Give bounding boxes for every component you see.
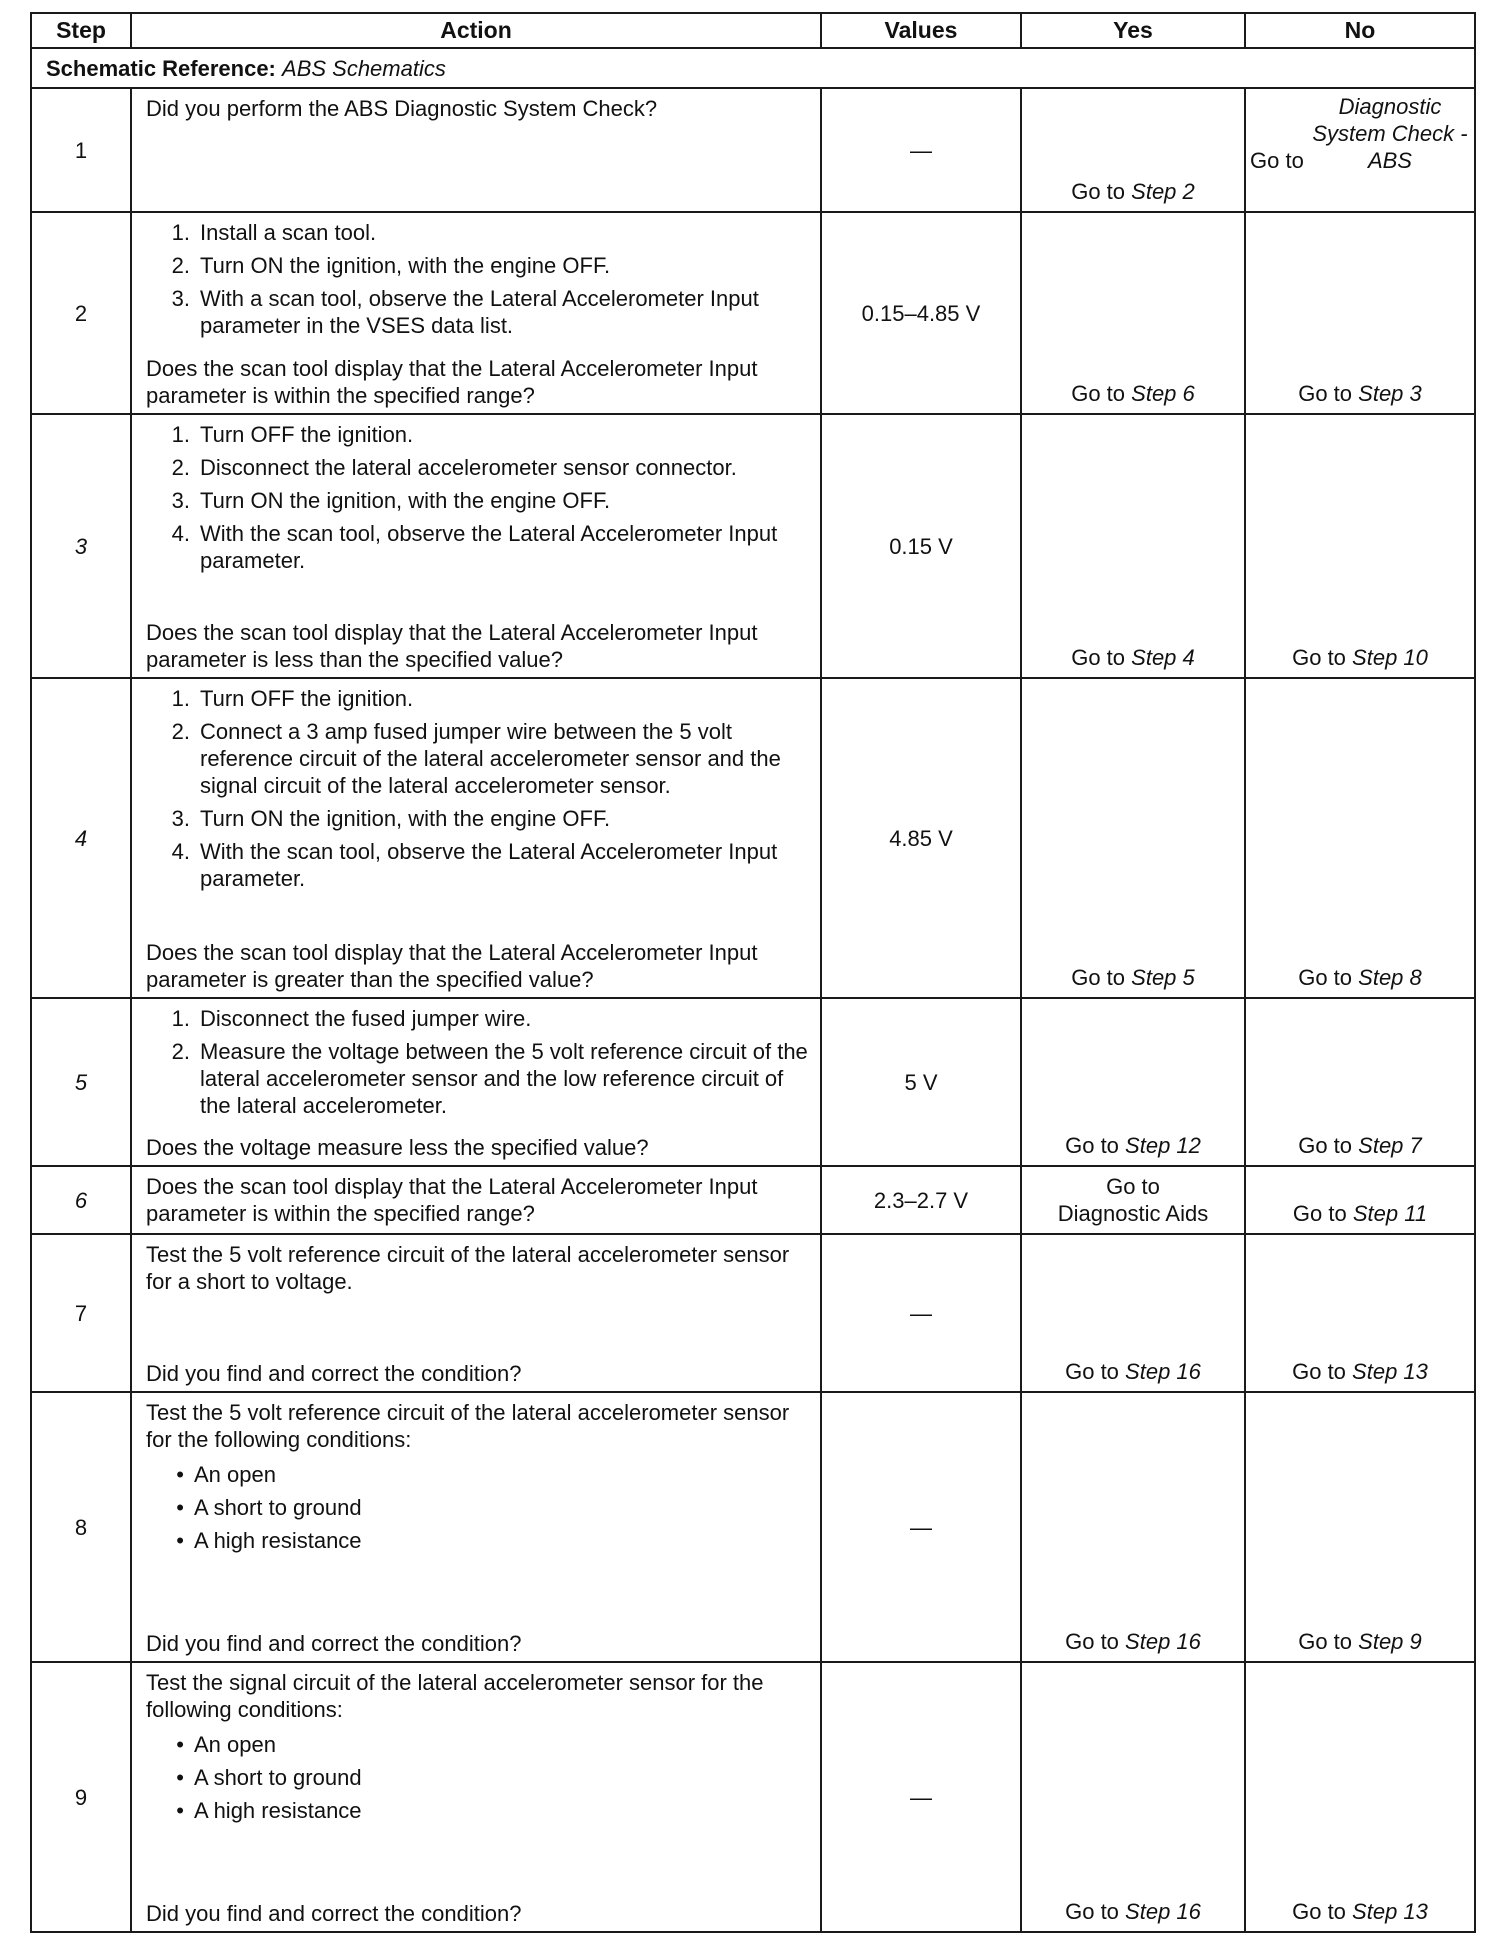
no-cell xyxy=(1245,1662,1475,1932)
no-prefix: Go to xyxy=(1298,1133,1353,1158)
yes-cell xyxy=(1021,1234,1245,1392)
yes-cell xyxy=(1021,1166,1245,1234)
no-link[interactable]: Step 7 xyxy=(1358,1133,1422,1158)
no-link[interactable]: Step 9 xyxy=(1358,1629,1422,1654)
step-action xyxy=(131,678,821,998)
step-value: 0.15–4.85 V xyxy=(821,212,1021,414)
no-prefix: Go to xyxy=(1292,1201,1347,1226)
procedure-list xyxy=(146,685,810,898)
header-row xyxy=(31,13,1475,48)
step-row-7 xyxy=(31,1234,1475,1392)
step-value: — xyxy=(821,1662,1021,1932)
procedure-item: 1. Turn OFF the ignition. xyxy=(171,686,414,711)
step-row-2 xyxy=(31,212,1475,414)
yes-cell xyxy=(1021,1392,1245,1662)
yes-prefix: Go to xyxy=(1065,1133,1119,1158)
step-value: 5 V xyxy=(821,998,1021,1166)
no-prefix: Go to xyxy=(1298,965,1353,990)
yes-link[interactable]: Step 16 xyxy=(1125,1629,1201,1654)
step-number: 5 xyxy=(31,998,131,1166)
no-link[interactable]: Step 8 xyxy=(1358,965,1422,990)
step-instruction: Test the 5 volt reference circuit of the lateral accelerometer sensor for the following conditions: xyxy=(146,1400,790,1452)
no-link[interactable]: Step 11 xyxy=(1352,1201,1428,1226)
procedure-item: 1. Turn OFF the ignition. xyxy=(171,422,414,447)
yes-cell xyxy=(1021,678,1245,998)
step-action xyxy=(131,88,821,212)
step-number: 4 xyxy=(31,678,131,998)
step-action xyxy=(131,414,821,678)
yes-prefix: Go to xyxy=(1065,1629,1119,1654)
yes-prefix: Go to xyxy=(1065,1899,1119,1924)
schematic-reference-row xyxy=(31,48,1475,88)
no-prefix: Go to xyxy=(1292,1899,1346,1924)
step-number: 1 xyxy=(31,88,131,212)
no-cell xyxy=(1245,88,1475,212)
yes-cell xyxy=(1021,212,1245,414)
yes-cell xyxy=(1021,414,1245,678)
no-link[interactable]: Diagnostic System Check - ABS xyxy=(1312,94,1468,173)
no-prefix: Go to xyxy=(1250,148,1304,173)
yes-cell xyxy=(1021,1662,1245,1932)
no-cell xyxy=(1245,678,1475,998)
yes-link[interactable]: Step 12 xyxy=(1125,1133,1201,1158)
step-action xyxy=(131,212,821,414)
procedure-list xyxy=(146,421,810,580)
step-number: 9 xyxy=(31,1662,131,1932)
yes-link[interactable]: Step 2 xyxy=(1131,179,1195,204)
condition-list xyxy=(146,1731,810,1830)
no-prefix: Go to xyxy=(1292,1359,1346,1384)
procedure-item: 1. Install a scan tool. xyxy=(171,220,377,245)
step-value: 4.85 V xyxy=(821,678,1021,998)
schematic-reference xyxy=(31,48,1475,88)
step-question: Does the scan tool display that the Lateral Accelerometer Input parameter is within the specified range? xyxy=(146,1174,758,1226)
procedure-item: 4. With the scan tool, observe the Lateral Accelerometer Input parameter. xyxy=(171,521,778,573)
yes-prefix: Go to xyxy=(1106,1174,1160,1199)
step-value: — xyxy=(821,1392,1021,1662)
yes-link[interactable]: Step 4 xyxy=(1131,645,1195,670)
no-cell xyxy=(1245,1166,1475,1234)
step-question: Does the scan tool display that the Lateral Accelerometer Input parameter is less than the specified value? xyxy=(146,620,758,672)
step-action xyxy=(131,1166,821,1234)
schematic-link[interactable]: ABS Schematics xyxy=(282,55,446,81)
step-question: Did you find and correct the condition? xyxy=(146,1361,522,1386)
step-value: — xyxy=(821,1234,1021,1392)
yes-prefix: Go to xyxy=(1071,381,1126,406)
header-step: Step xyxy=(31,13,131,48)
step-action xyxy=(131,1662,821,1932)
header-action: Action xyxy=(131,13,821,48)
step-value: 0.15 V xyxy=(821,414,1021,678)
condition-item: • A high resistance xyxy=(176,1798,362,1823)
step-row-6 xyxy=(31,1166,1475,1234)
no-link[interactable]: Step 13 xyxy=(1352,1359,1428,1384)
no-cell xyxy=(1245,212,1475,414)
step-row-3 xyxy=(31,414,1475,678)
yes-prefix: Go to xyxy=(1071,179,1126,204)
step-number: 2 xyxy=(31,212,131,414)
yes-cell xyxy=(1021,88,1245,212)
step-question: Does the scan tool display that the Lateral Accelerometer Input parameter is greater than the specified value? xyxy=(146,940,758,992)
no-prefix: Go to xyxy=(1292,645,1346,670)
step-question: Did you find and correct the condition? xyxy=(146,1631,522,1656)
no-cell xyxy=(1245,1234,1475,1392)
yes-link[interactable]: Diagnostic Aids xyxy=(1057,1201,1209,1226)
yes-link[interactable]: Step 6 xyxy=(1131,381,1195,406)
yes-prefix: Go to xyxy=(1065,1359,1119,1384)
step-action xyxy=(131,1234,821,1392)
yes-link[interactable]: Step 16 xyxy=(1125,1359,1201,1384)
procedure-item: 2. Measure the voltage between the 5 volt reference circuit of the lateral accelerometer sensor and the low reference circuit of the lateral accelerometer. xyxy=(171,1039,808,1118)
step-question: Did you perform the ABS Diagnostic System Check? xyxy=(146,96,658,121)
procedure-item: 3. Turn ON the ignition, with the engine OFF. xyxy=(171,806,611,831)
step-instruction: Test the signal circuit of the lateral accelerometer sensor for the following conditions: xyxy=(146,1670,764,1722)
header-yes: Yes xyxy=(1021,13,1245,48)
yes-link[interactable]: Step 16 xyxy=(1125,1899,1201,1924)
step-value: — xyxy=(821,88,1021,212)
step-question: Does the voltage measure less the specified value? xyxy=(146,1135,649,1160)
step-row-1 xyxy=(31,88,1475,212)
step-row-8 xyxy=(31,1392,1475,1662)
procedure-item: 3. With a scan tool, observe the Lateral Accelerometer Input parameter in the VSES data list. xyxy=(171,286,759,338)
condition-list xyxy=(146,1461,810,1560)
procedure-item: 4. With the scan tool, observe the Lateral Accelerometer Input parameter. xyxy=(171,839,778,891)
yes-cell xyxy=(1021,998,1245,1166)
step-number: 3 xyxy=(31,414,131,678)
procedure-item: 3. Turn ON the ignition, with the engine OFF. xyxy=(171,488,611,513)
no-link[interactable]: Step 3 xyxy=(1358,381,1422,406)
diagnostic-page xyxy=(30,12,1474,1926)
no-cell xyxy=(1245,998,1475,1166)
step-question: Does the scan tool display that the Lateral Accelerometer Input parameter is within the specified range? xyxy=(146,356,758,408)
procedure-list xyxy=(146,1005,810,1125)
no-cell xyxy=(1245,414,1475,678)
procedure-item: 2. Disconnect the lateral accelerometer sensor connector. xyxy=(171,455,737,480)
procedure-item: 2. Connect a 3 amp fused jumper wire between the 5 volt reference circuit of the lateral accelerometer sensor and the signal circuit of the lateral accelerometer sensor. xyxy=(171,719,781,798)
yes-prefix: Go to xyxy=(1071,645,1126,670)
no-link[interactable]: Step 10 xyxy=(1352,645,1428,670)
header-values: Values xyxy=(821,13,1021,48)
step-number: 7 xyxy=(31,1234,131,1392)
diagnostic-table xyxy=(30,12,1476,1933)
step-action xyxy=(131,1392,821,1662)
step-row-4 xyxy=(31,678,1475,998)
no-link[interactable]: Step 13 xyxy=(1352,1899,1428,1924)
step-value: 2.3–2.7 V xyxy=(821,1166,1021,1234)
yes-prefix: Go to xyxy=(1071,965,1126,990)
procedure-list xyxy=(146,219,810,345)
no-prefix: Go to xyxy=(1298,381,1353,406)
condition-item: • An open xyxy=(176,1732,276,1757)
condition-item: • An open xyxy=(176,1462,276,1487)
step-question: Did you find and correct the condition? xyxy=(146,1901,522,1926)
no-cell xyxy=(1245,1392,1475,1662)
condition-item: • A short to ground xyxy=(176,1765,362,1790)
step-action xyxy=(131,998,821,1166)
condition-item: • A short to ground xyxy=(176,1495,362,1520)
schematic-label: Schematic Reference: xyxy=(46,55,276,81)
condition-item: • A high resistance xyxy=(176,1528,362,1553)
step-number: 8 xyxy=(31,1392,131,1662)
procedure-item: 2. Turn ON the ignition, with the engine OFF. xyxy=(171,253,611,278)
header-no: No xyxy=(1245,13,1475,48)
step-instruction: Test the 5 volt reference circuit of the lateral accelerometer sensor for a short to voltage. xyxy=(146,1242,790,1294)
yes-link[interactable]: Step 5 xyxy=(1131,965,1195,990)
step-row-5 xyxy=(31,998,1475,1166)
step-row-9 xyxy=(31,1662,1475,1932)
procedure-item: 1. Disconnect the fused jumper wire. xyxy=(171,1006,532,1031)
no-prefix: Go to xyxy=(1298,1629,1353,1654)
step-number: 6 xyxy=(31,1166,131,1234)
